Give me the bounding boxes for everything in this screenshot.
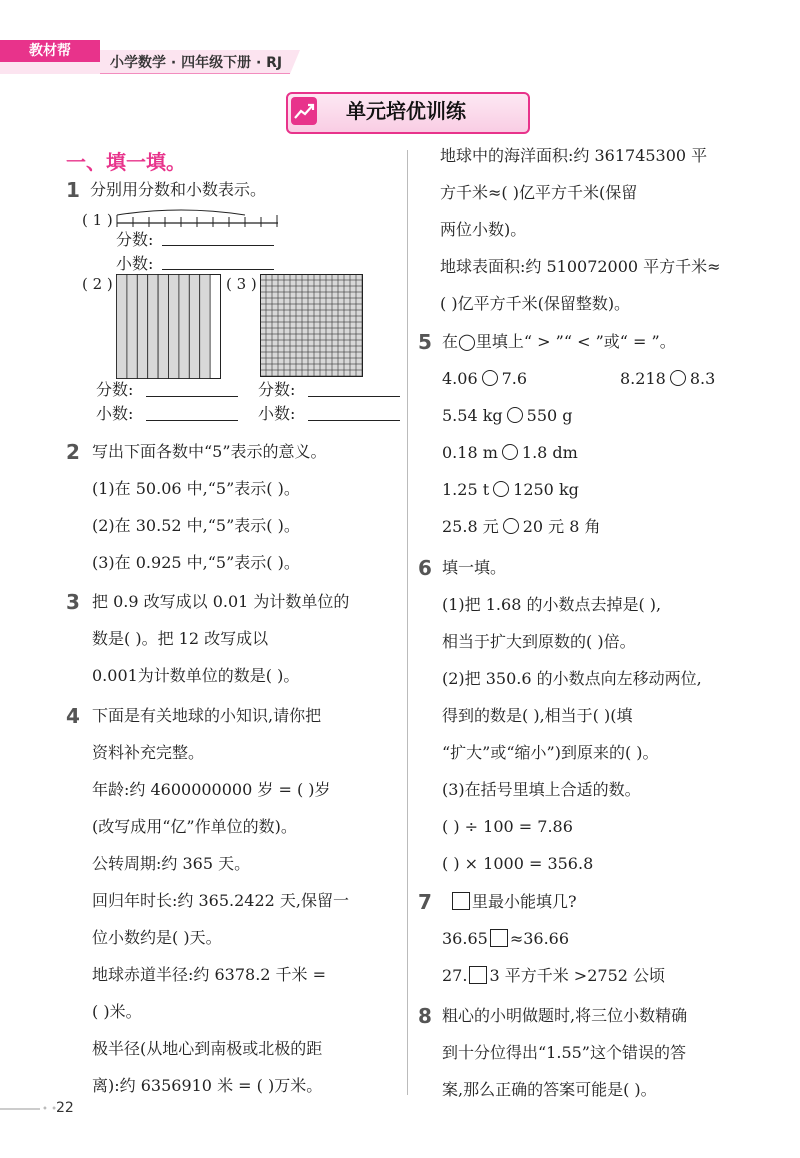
q7-line2-right: 3 平方千米 >2752 公顷: [489, 966, 666, 985]
q1-grid-diagram: [260, 274, 366, 380]
q7-box-1[interactable]: [490, 929, 508, 947]
q5-row-1b: [620, 369, 715, 389]
q5-row1-left: 4.06: [442, 369, 478, 388]
q5-row1d: 8.3: [689, 369, 716, 388]
q4-line-1: 下面是有关地球的小知识,请你把: [92, 706, 322, 725]
q3-line-1: 把 0.9 改写成以 0.01 为计数单位的: [92, 592, 350, 611]
q2-item-2: (2)在 30.52 中,“5”表示( )。: [92, 516, 300, 535]
q1-number: 1: [66, 178, 80, 202]
q5-row1c: 8.218: [620, 369, 666, 388]
q1-text: 分别用分数和小数表示。: [90, 180, 267, 199]
q1-p3-decimal-blank[interactable]: [308, 420, 400, 421]
q1-p1-fraction-blank[interactable]: [162, 245, 274, 246]
q2-item-3: (3)在 0.925 中,“5”表示( )。: [92, 553, 300, 572]
q5-row3-left: 0.18 m: [442, 443, 498, 462]
q4-line-2: 资料补充完整。: [92, 743, 205, 762]
q2-text: 写出下面各数中“5”表示的意义。: [92, 442, 327, 461]
q1-p3-decimal-label: 小数:: [258, 404, 296, 423]
q5-row2-left: 5.54 kg: [442, 406, 503, 425]
q5-row-2: [442, 406, 573, 426]
q1-p3-fraction-blank[interactable]: [308, 396, 400, 397]
footer-bar: [0, 1108, 40, 1110]
q7-text-row: [450, 892, 577, 912]
q4-line-10: 极半径(从地心到南极或北极的距: [92, 1039, 323, 1058]
q1-bar-diagram: [116, 274, 222, 380]
q2-number: 2: [66, 440, 80, 464]
q1-p2-fraction-blank[interactable]: [146, 396, 238, 397]
q6-line-3: 相当于扩大到原数的( )倍。: [442, 632, 636, 651]
q7-line-1: [442, 929, 569, 949]
q4-line-5: 公转周期:约 365 天。: [92, 854, 251, 873]
q6-line-8: ( ) ÷ 100 = 7.86: [442, 817, 573, 836]
q1-part2-label: ( 2 ): [82, 275, 113, 293]
q7-line1-right: ≈36.66: [509, 929, 570, 948]
q5-circle-1[interactable]: [482, 370, 498, 386]
q4-line-7: 位小数约是( )天。: [92, 928, 222, 947]
q1-number-line: [116, 207, 281, 227]
q5-number: 5: [418, 330, 432, 354]
q5-row5-right: 20 元 8 角: [522, 517, 601, 536]
q5-row-5: [442, 517, 601, 537]
q4-line-3: 年龄:约 4600000000 岁 = ( )岁: [92, 780, 331, 799]
q7-line-2: [442, 966, 665, 986]
column-divider: [407, 150, 408, 1095]
q6-line-1: 填一填。: [442, 558, 507, 577]
q5-row2-right: 550 g: [526, 406, 573, 425]
q4-cont-line-1: 地球中的海洋面积:约 361745300 平: [440, 146, 708, 165]
page-number: 22: [56, 1100, 74, 1116]
q1-part1-label: ( 1 ): [82, 211, 113, 229]
q5-row1-right: 7.6: [501, 369, 528, 388]
q6-line-7: (3)在括号里填上合适的数。: [442, 780, 641, 799]
q4-cont-line-3: 两位小数)。: [440, 220, 527, 239]
q3-line-2: 数是( )。把 12 改写成以: [92, 629, 269, 648]
q5-circle-3[interactable]: [507, 407, 523, 423]
q5-row-4: [442, 480, 579, 500]
q8-line-2: 到十分位得出“1.55”这个错误的答: [442, 1043, 686, 1062]
q5-circle-2[interactable]: [670, 370, 686, 386]
q8-number: 8: [418, 1004, 432, 1028]
q1-p1-decimal-label: 小数:: [116, 254, 154, 273]
q6-line-2: (1)把 1.68 的小数点去掉是( ),: [442, 595, 662, 614]
q5-text: 在◯里填上“ > ”“ < ”或“ = ”。: [442, 332, 676, 351]
q4-cont-line-5: ( )亿平方千米(保留整数)。: [440, 294, 631, 313]
q4-number: 4: [66, 704, 80, 728]
q5-row-3: [442, 443, 578, 463]
q4-line-8: 地球赤道半径:约 6378.2 千米 =: [92, 965, 327, 984]
q1-p3-fraction-label: 分数:: [258, 380, 296, 399]
q5-row3-right: 1.8 dm: [521, 443, 578, 462]
q1-p1-decimal-blank[interactable]: [162, 269, 274, 270]
q7-box-icon: [452, 892, 470, 910]
q7-box-2[interactable]: [469, 966, 487, 984]
q7-line1-left: 36.65: [442, 929, 488, 948]
q1-part3-label: ( 3 ): [226, 275, 257, 293]
q6-number: 6: [418, 556, 432, 580]
q1-p2-decimal-label: 小数:: [96, 404, 134, 423]
unit-title: 单元培优训练: [346, 99, 466, 123]
q4-cont-line-4: 地球表面积:约 510072000 平方千米≈: [440, 257, 721, 276]
q4-cont-line-2: 方千米≈( )亿平方千米(保留: [440, 183, 638, 202]
brand-badge: 教材帮: [0, 40, 100, 62]
q5-circle-5[interactable]: [493, 481, 509, 497]
q6-line-9: ( ) × 1000 = 356.8: [442, 854, 594, 873]
q7-line2-left: 27.: [442, 966, 468, 985]
q2-item-1: (1)在 50.06 中,“5”表示( )。: [92, 479, 300, 498]
q8-line-3: 案,那么正确的答案可能是( )。: [442, 1080, 657, 1099]
q6-line-5: 得到的数是( ),相当于( )(填: [442, 706, 633, 725]
q8-line-1: 粗心的小明做题时,将三位小数精确: [442, 1006, 688, 1025]
q4-line-9: ( )米。: [92, 1002, 142, 1021]
q3-line-3: 0.001为计数单位的数是( )。: [92, 666, 300, 685]
q5-row4-right: 1250 kg: [513, 480, 579, 499]
q5-row-1a: [442, 369, 527, 389]
q3-number: 3: [66, 590, 80, 614]
q7-number: 7: [418, 890, 432, 914]
footer-dots: • •: [42, 1104, 57, 1115]
q6-line-6: “扩大”或“缩小”)到原来的( )。: [442, 743, 659, 762]
q1-p1-fraction-label: 分数:: [116, 230, 154, 249]
subject-label: 小学数学 · 四年级下册 · RJ: [110, 55, 283, 71]
q4-line-11: 离):约 6356910 米 = ( )万米。: [92, 1076, 323, 1095]
section-title: 一、填一填。: [66, 150, 186, 174]
q5-row4-left: 1.25 t: [442, 480, 490, 499]
q1-p2-decimal-blank[interactable]: [146, 420, 238, 421]
q4-line-4: (改写成用“亿”作单位的数)。: [92, 817, 297, 836]
q5-circle-6[interactable]: [503, 518, 519, 534]
q5-circle-4[interactable]: [502, 444, 518, 460]
q1-p2-fraction-label: 分数:: [96, 380, 134, 399]
q5-row5-left: 25.8 元: [442, 517, 499, 536]
q4-line-6: 回归年时长:约 365.2422 天,保留一: [92, 891, 349, 910]
q7-text: 里最小能填几?: [472, 892, 577, 911]
q6-line-4: (2)把 350.6 的小数点向左移动两位,: [442, 669, 702, 688]
